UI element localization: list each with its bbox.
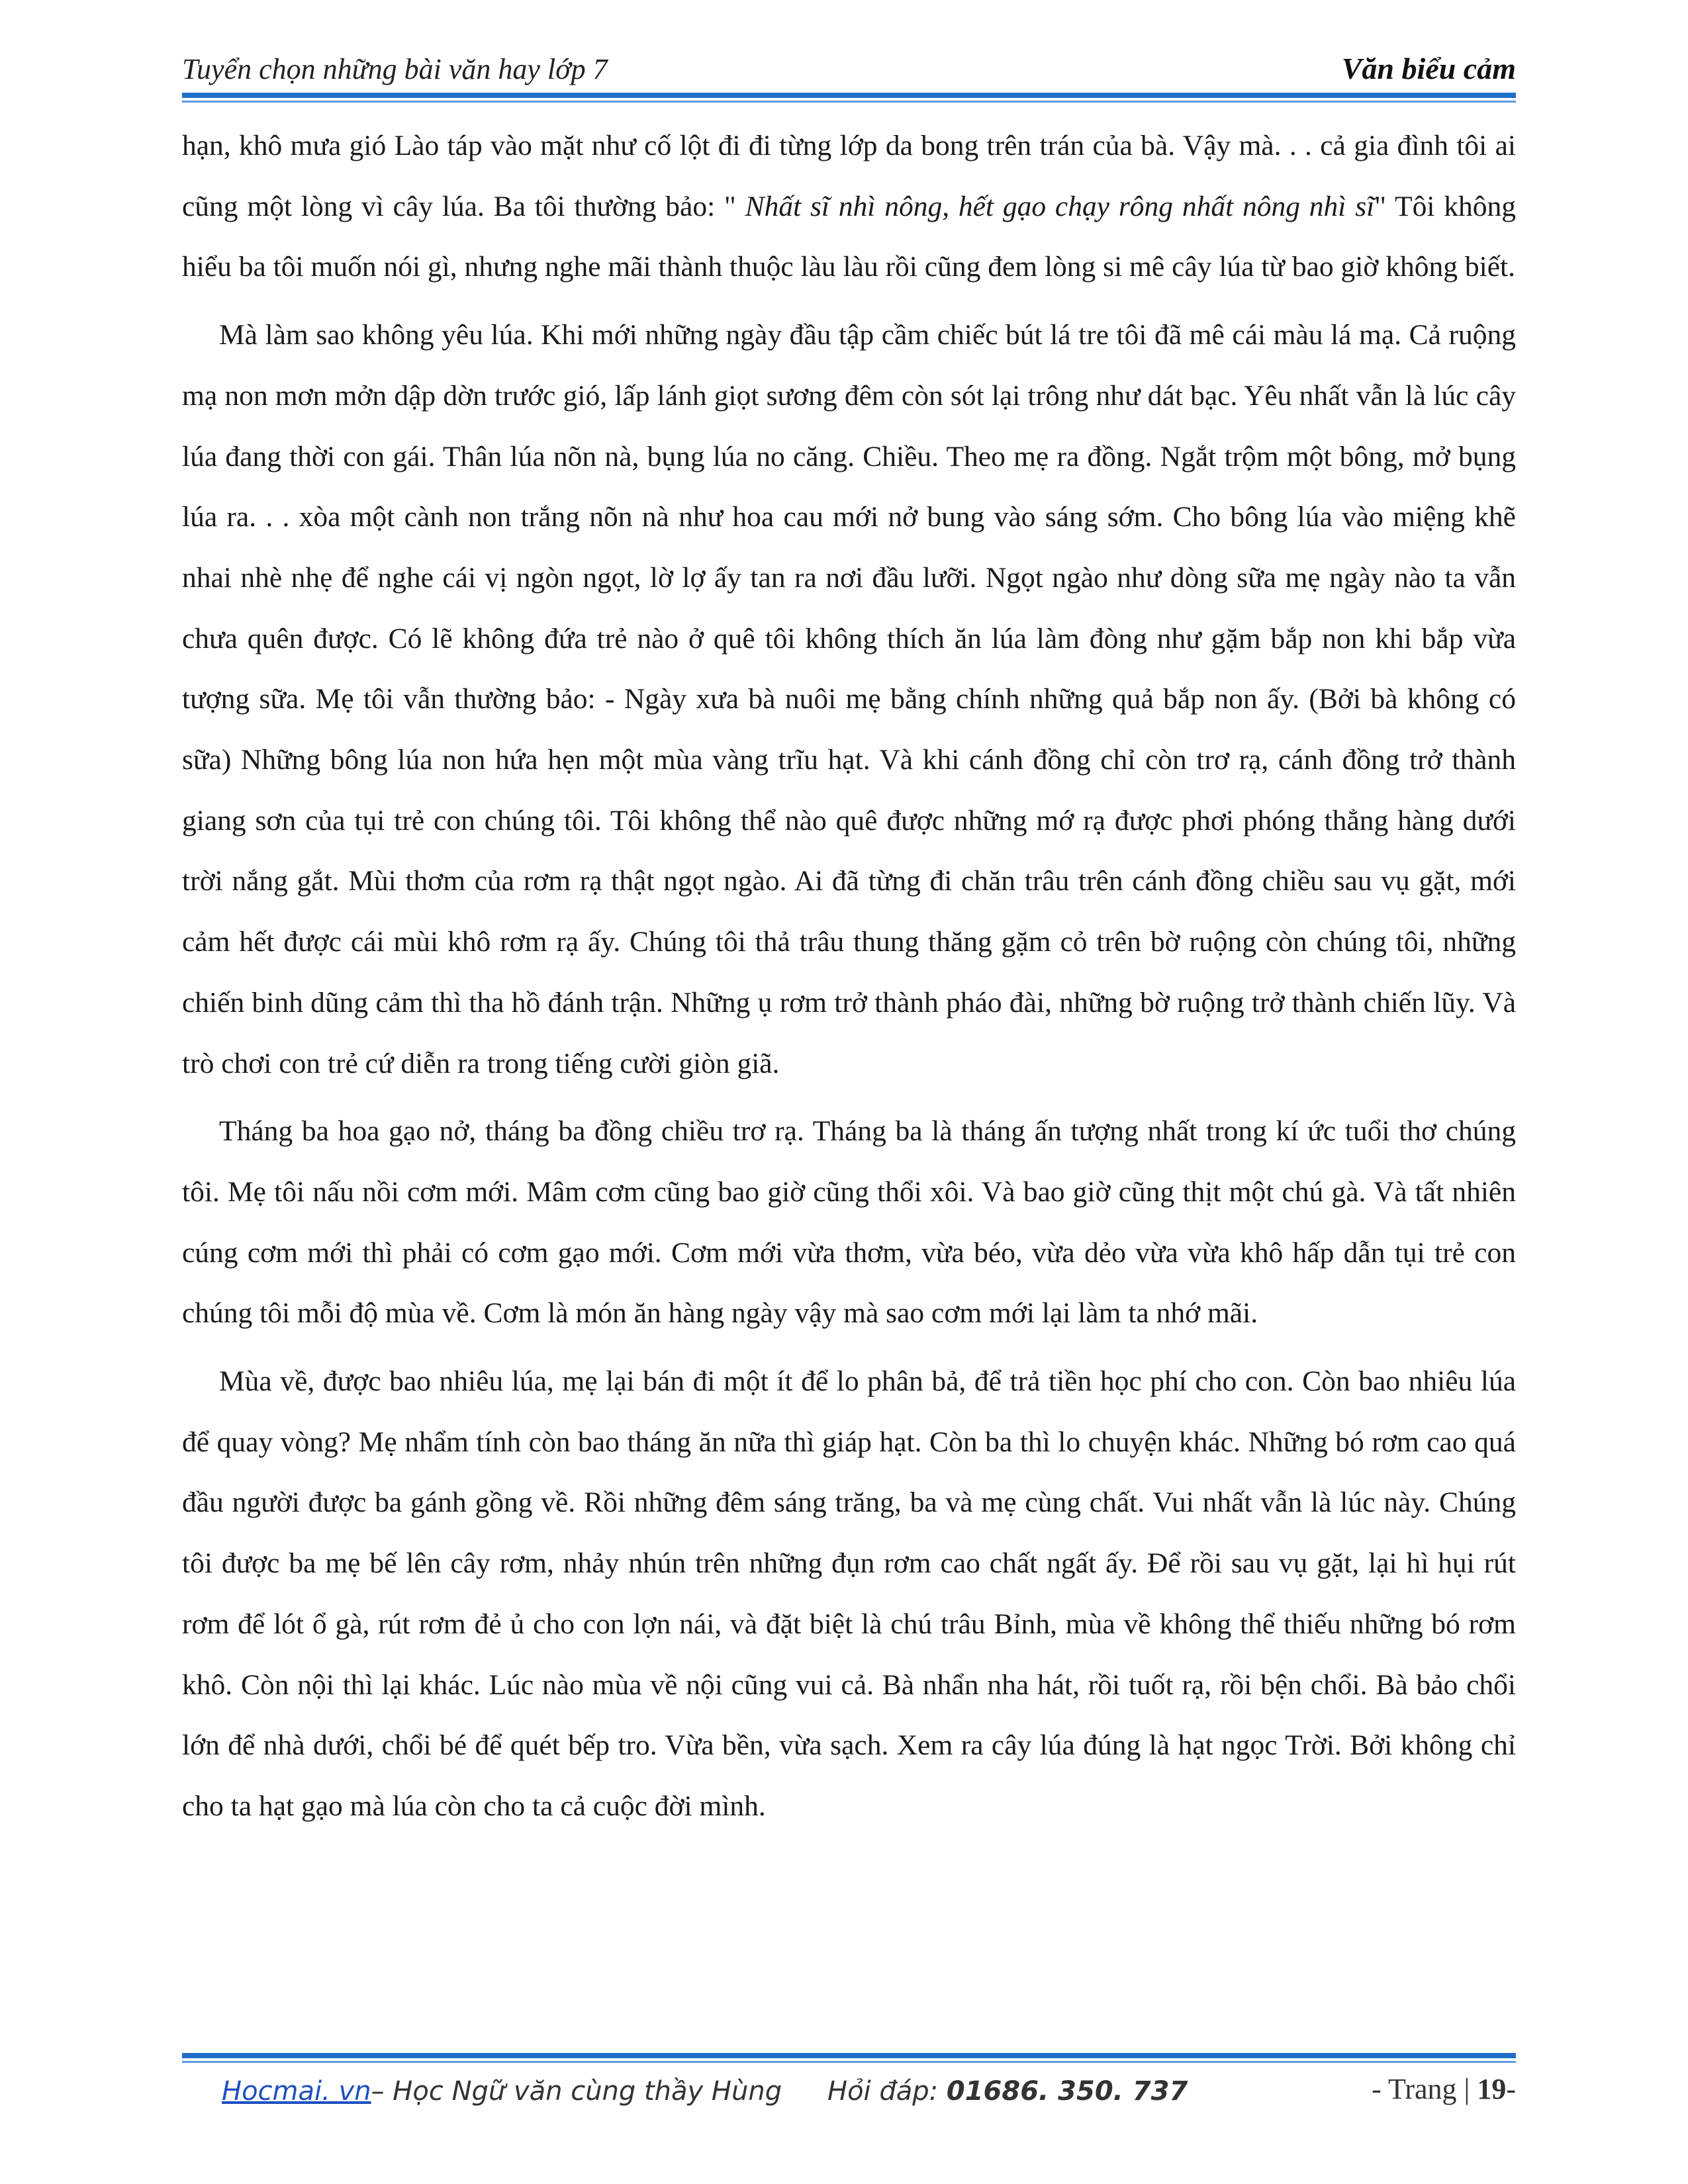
header-rule-thin bbox=[182, 101, 1516, 103]
page-footer bbox=[182, 2068, 1516, 2115]
site-tagline: – Học Ngữ văn cùng thầy Hùng bbox=[371, 2076, 782, 2107]
paragraph-2: Mà làm sao không yêu lúa. Khi mới những ngày đầu tập cầm chiếc bút lá tre tôi đã mê cái màu lá mạ. Cả ruộng mạ non mơn mởn dập dờn trước gió, lấp lánh giọt sương đêm còn sót lại trông như dát bạc. Yêu nhất vẫn là lúc cây lúa đang thời con gái. Thân lúa nõn nà, bụng lúa no căng. Chiều. Theo mẹ ra đồng. Ngắt trộm một bông, mở bụng lúa ra. . . xòa một cành non trắng nõn nà như hoa cau mới nở bung vào sáng sớm. Cho bông lúa vào miệng khẽ nhai nhè nhẹ để nghe cái vị ngòn ngọt, lờ lợ ấy tan ra nơi đầu lưỡi. Ngọt ngào như dòng sữa mẹ ngày nào ta vẫn chưa quên được. Có lẽ không đứa trẻ nào ở quê tôi không thích ăn lúa làm đòng như gặm bắp non khi bắp vừa tượng sữa. Mẹ tôi vẫn thường bảo: - Ngày xưa bà nuôi mẹ bằng chính những quả bắp non ấy. (Bởi bà không có sữa) Những bông lúa non hứa hẹn một mùa vàng trĩu hạt. Và khi cánh đồng chỉ còn trơ rạ, cánh đồng trở thành giang sơn của tụi trẻ con chúng tôi. Tôi không thể nào quê được những mớ rạ được phơi phóng thẳng hàng dưới trời nắng gắt. Mùi thơm của rơm rạ thật ngọt ngào. Ai đã từng đi chăn trâu trên cánh đồng chiều sau vụ gặt, mới cảm hết được cái mùi khô rơm rạ ấy. Chúng tôi thả trâu thung thăng gặm cỏ trên bờ ruộng còn chúng tôi, những chiến binh dũng cảm thì tha hồ đánh trận. Những ụ rơm trở thành pháo đài, những bờ ruộng trở thành chiến lũy. Và trò chơi con trẻ cứ diễn ra trong tiếng cười giòn giã. bbox=[182, 319, 1516, 1079]
site-link[interactable]: Hocmai. vn bbox=[222, 2076, 371, 2107]
page-number: 19 bbox=[1477, 2073, 1507, 2105]
paragraph-4: Mùa về, được bao nhiêu lúa, mẹ lại bán đi một ít để lo phân bả, để trả tiền học phí cho con. Còn bao nhiêu lúa để quay vòng? Mẹ nhẩm tính còn bao tháng ăn nữa thì giáp hạt. Còn ba thì lo chuyện khác. Những bó rơm cao quá đầu người được ba gánh gồng về. Rồi những đêm sáng trăng, ba và mẹ cùng chất. Vui nhất vẫn là lúc này. Chúng tôi được ba mẹ bế lên cây rơm, nhảy nhún trên những đụn rơm cao chất ngất ấy. Để rồi sau vụ gặt, lại hì hụi rút rơm để lót ổ gà, rút rơm đẻ ủ cho con lợn nái, và đặt biệt là chú trâu Bỉnh, mùa về không thể thiếu những bó rơm khô. Còn nội thì lại khác. Lúc nào mùa về nội cũng vui cả. Bà nhẩn nha hát, rồi tuốt rạ, rồi bện chổi. Bà bảo chổi lớn để nhà dưới, chổi bé để quét bếp tro. Vừa bền, vừa sạch. Xem ra cây lúa đúng là hạt ngọc Trời. Bởi không chỉ cho ta hạt gạo mà lúa còn cho ta cả cuộc đời mình. bbox=[182, 1365, 1516, 1822]
paragraph-1 bbox=[182, 116, 1516, 298]
footer-rule bbox=[182, 2053, 1516, 2058]
footer-hotline bbox=[827, 2076, 1188, 2107]
paragraph-1-text-b: " Tôi không hiểu ba tôi muốn nói gì, nhưng nghe mãi thành thuộc làu làu rồi cũng đem lòng si mê cây lúa từ bao giờ không biết. bbox=[182, 190, 1516, 283]
footer-site bbox=[222, 2076, 782, 2107]
page-header bbox=[182, 52, 1516, 91]
header-rule bbox=[182, 93, 1516, 98]
paragraph-3: Tháng ba hoa gạo nở, tháng ba đồng chiều trơ rạ. Tháng ba là tháng ấn tượng nhất trong kí ức tuổi thơ chúng tôi. Mẹ tôi nấu nồi cơm mới. Mâm cơm cũng bao giờ cũng thổi xôi. Và bao giờ cũng thịt một chú gà. Và tất nhiên cúng cơm mới thì phải có cơm gạo mới. Cơm mới vừa thơm, vừa béo, vừa dẻo vừa vừa khô hấp dẫn tụi trẻ con chúng tôi mỗi độ mùa về. Cơm là món ăn hàng ngày vậy mà sao cơm mới lại làm ta nhớ mãi. bbox=[182, 1115, 1516, 1330]
page-suffix: - bbox=[1506, 2073, 1516, 2105]
section-title: Văn biểu cảm bbox=[1341, 52, 1516, 85]
book-title: Tuyển chọn những bài văn hay lớp 7 bbox=[182, 53, 608, 85]
page-label: - Trang | bbox=[1372, 2073, 1477, 2105]
footer-rule-thin bbox=[182, 2061, 1516, 2063]
proverb-quote: Nhất sĩ nhì nông, hết gạo chạy rông nhất nông nhì sĩ bbox=[745, 190, 1375, 222]
hotline-label: Hỏi đáp: bbox=[827, 2076, 947, 2107]
essay-body bbox=[182, 116, 1516, 1844]
page-indicator bbox=[1372, 2072, 1516, 2106]
hotline-number: 01686. 350. 737 bbox=[946, 2076, 1188, 2107]
paragraph-1-text-a: hạn, khô mưa gió Lào táp vào mặt như cố lột đi đi từng lớp da bong trên trán của bà. Vậy mà. . . cả gia đình tôi ai cũng một lòng vì cây lúa. Ba tôi thường bảo: " bbox=[182, 130, 1516, 222]
